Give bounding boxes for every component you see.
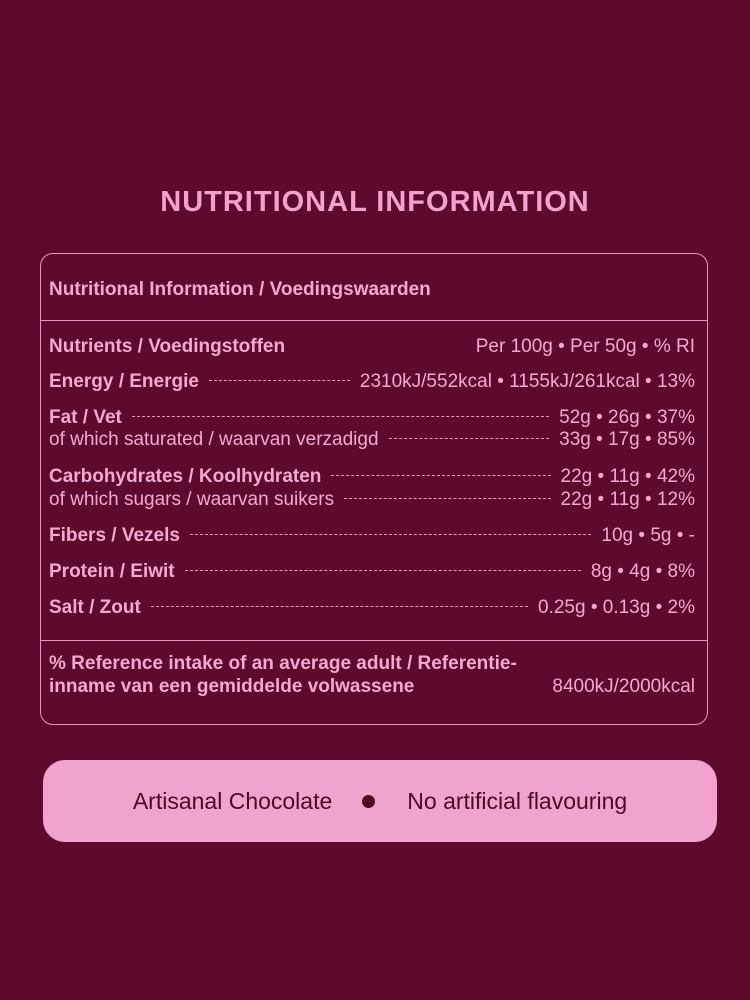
nutrient-name: Salt / Zout xyxy=(49,597,141,618)
nutrient-name: of which saturated / waarvan verzadigd xyxy=(49,429,379,450)
dotted-leader xyxy=(389,438,550,439)
nutrient-values: 2310kJ/552kcal • 1155kJ/261kcal • 13% xyxy=(359,371,695,392)
nutrient-values: 22g • 11g • 42% xyxy=(560,466,695,487)
nutrient-values: 33g • 17g • 85% xyxy=(559,429,695,450)
nutrient-values: 8g • 4g • 8% xyxy=(590,561,695,582)
column-header-row xyxy=(49,335,695,359)
nutrient-name: Energy / Energie xyxy=(49,371,199,392)
dotted-leader xyxy=(331,475,550,476)
header-divider xyxy=(41,320,707,321)
nutrient-values: 22g • 11g • 12% xyxy=(560,489,695,510)
dotted-leader xyxy=(151,606,528,607)
dotted-leader xyxy=(209,380,350,381)
nutrient-name: Fibers / Vezels xyxy=(49,525,180,546)
nutrient-row-fibers xyxy=(49,524,695,548)
dotted-leader xyxy=(190,534,591,535)
nutrient-name: Carbohydrates / Koolhydraten xyxy=(49,466,322,487)
nutrient-row-fat xyxy=(49,406,695,430)
nutrient-row-protein xyxy=(49,560,695,584)
bullet-dot-icon xyxy=(362,795,375,808)
nutrient-row-carbohydrates xyxy=(49,465,695,489)
dotted-leader xyxy=(132,416,549,417)
footer-divider xyxy=(41,640,707,641)
column-header-nutrients: Nutrients / Voedingstoffen xyxy=(49,336,286,357)
product-claims-badge xyxy=(43,760,717,842)
claim-artisanal: Artisanal Chocolate xyxy=(132,787,333,814)
nutrient-values: 10g • 5g • - xyxy=(601,525,695,546)
reference-intake-label: % Reference intake of an average adult / Referentie-inname van een gemiddelde volwassene xyxy=(49,653,517,697)
dotted-leader xyxy=(185,570,581,571)
nutrition-table xyxy=(40,253,708,725)
nutrient-row-salt xyxy=(49,596,695,620)
nutrient-name: of which sugars / waarvan suikers xyxy=(49,489,335,510)
page-title: NUTRITIONAL INFORMATION xyxy=(160,186,590,218)
nutrient-name: Protein / Eiwit xyxy=(49,561,175,582)
reference-intake-value: 8400kJ/2000kcal xyxy=(552,676,695,697)
nutrient-row-sugars xyxy=(49,488,695,512)
column-header-values: Per 100g • Per 50g • % RI xyxy=(475,336,695,357)
nutrient-row-saturated xyxy=(49,428,695,452)
nutrient-values: 0.25g • 0.13g • 2% xyxy=(538,597,695,618)
table-header: Nutritional Information / Voedingswaarden xyxy=(49,279,431,300)
dotted-leader xyxy=(344,498,550,499)
nutrient-values: 52g • 26g • 37% xyxy=(559,407,695,428)
nutrient-name: Fat / Vet xyxy=(49,407,122,428)
claim-no-artificial-flavouring: No artificial flavouring xyxy=(407,787,628,814)
nutrient-row-energy xyxy=(49,370,695,394)
